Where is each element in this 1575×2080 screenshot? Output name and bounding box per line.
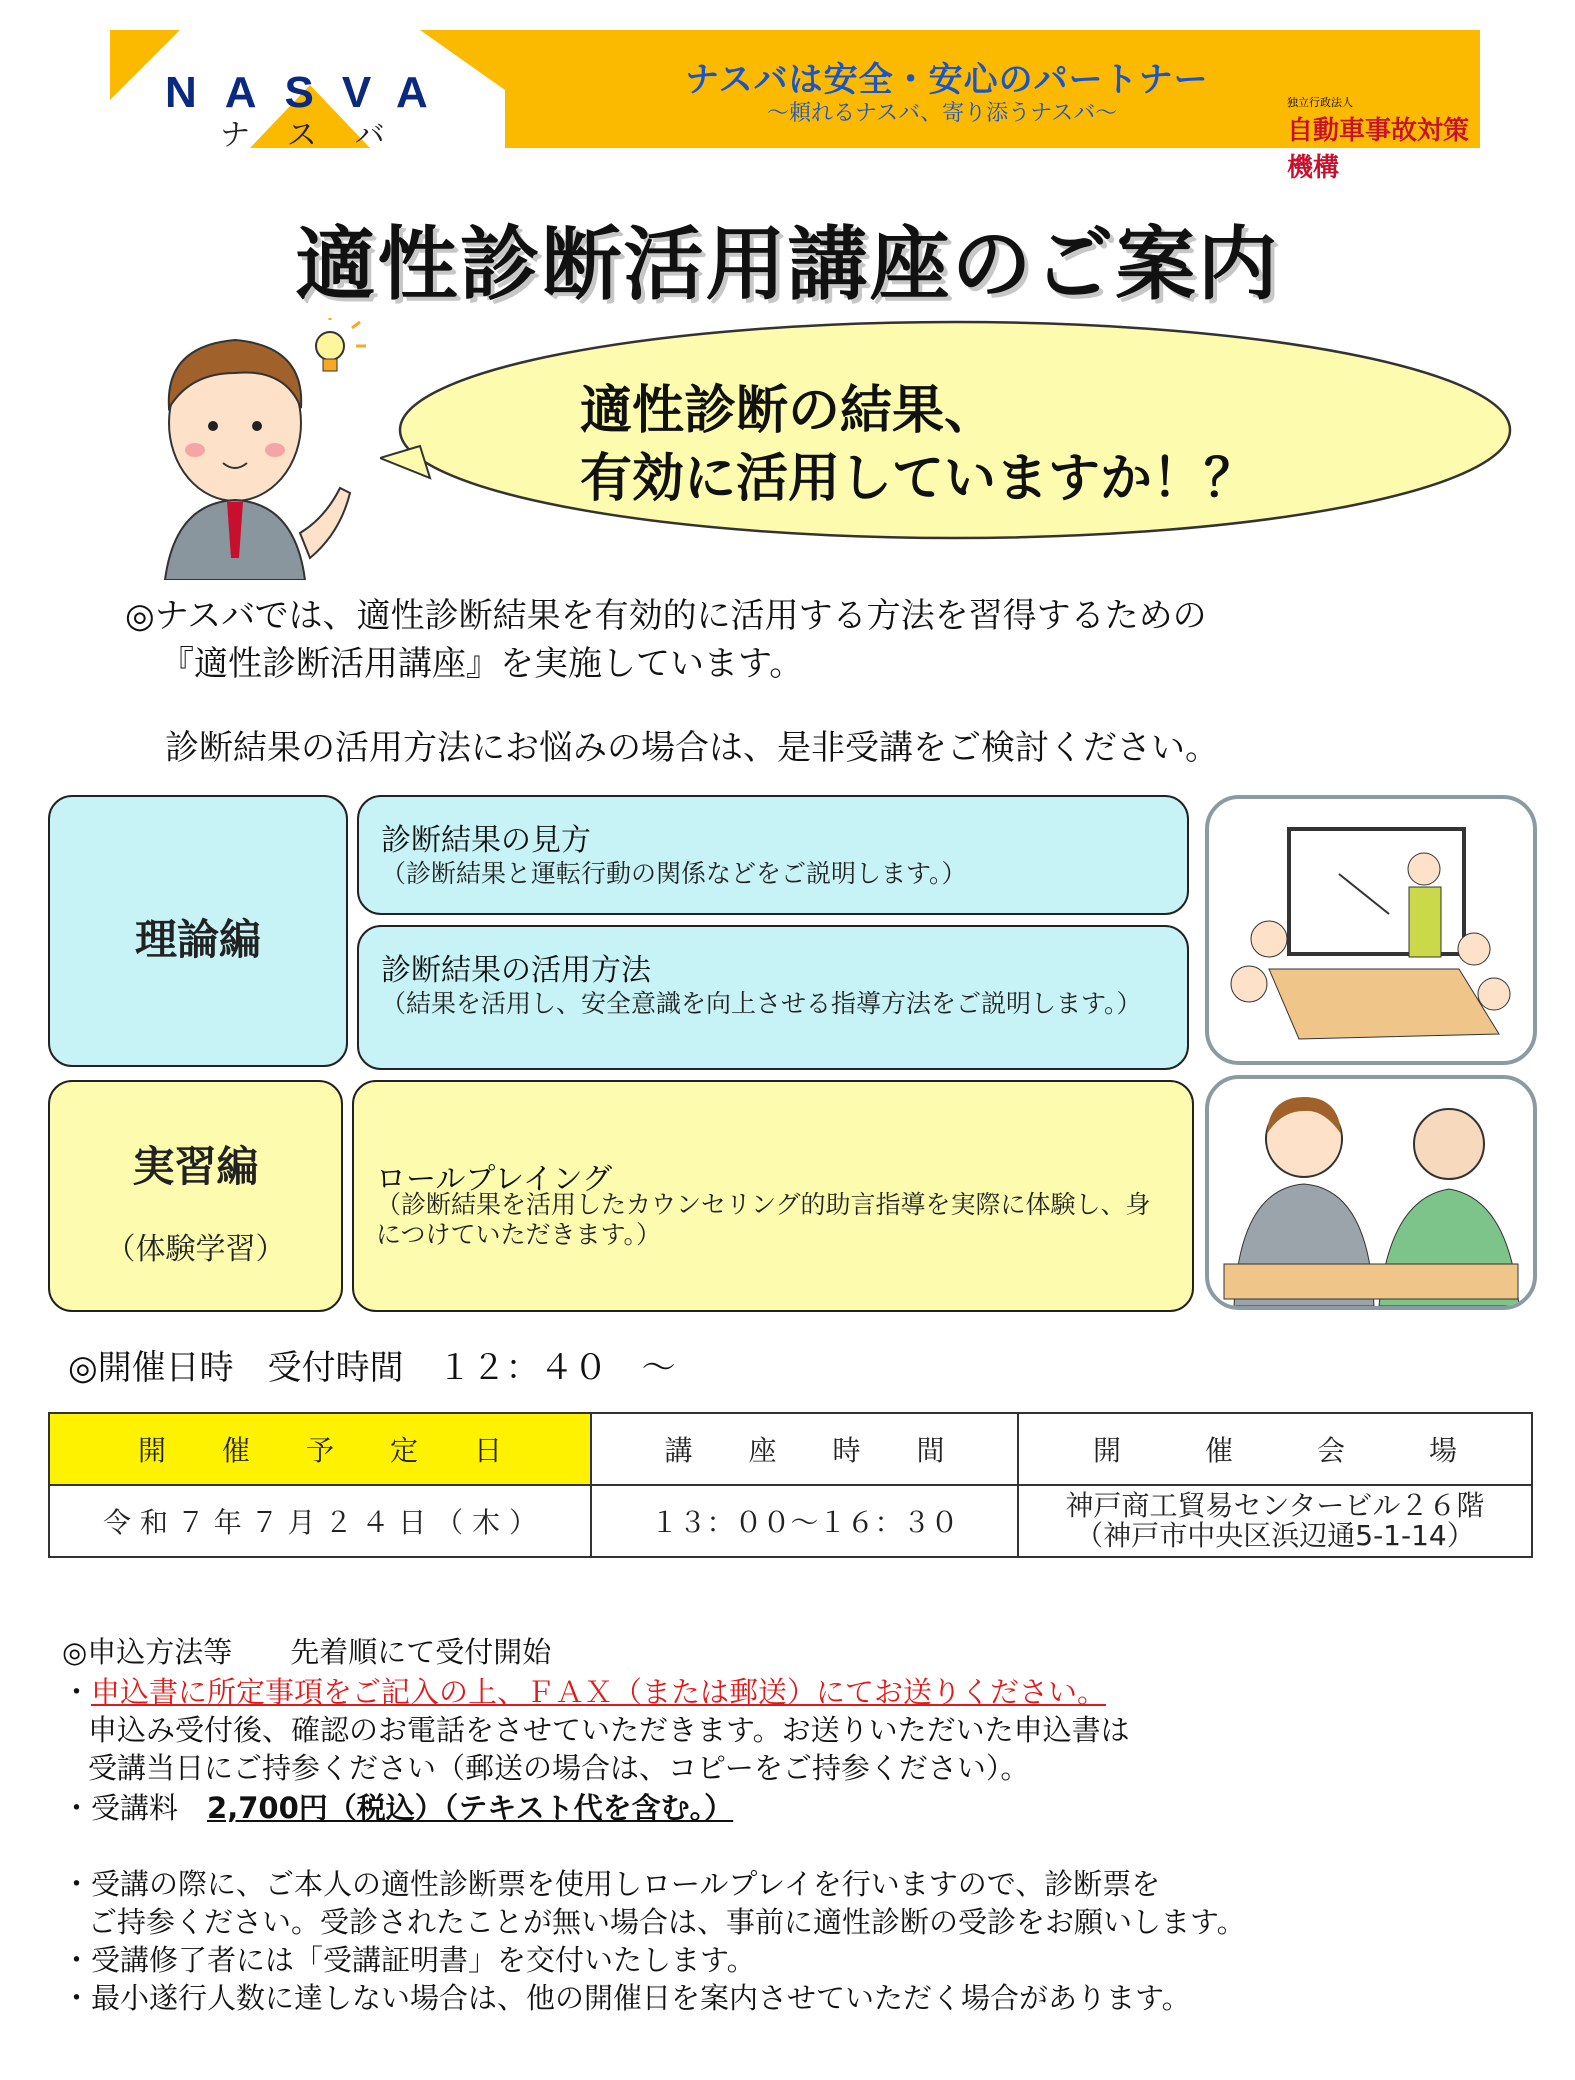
practice-item-1-desc: （診断結果を活用したカウンセリング的助言指導を実際に体験し、身につけていただきます。） (376, 1190, 1151, 1249)
tagline: ナスバは安全・安心のパートナー (685, 60, 1209, 100)
practice-category (48, 1080, 343, 1312)
theory-label: 理論編 (134, 915, 261, 964)
venue-name: 神戸商工貿易センタービル２６階 (1065, 1489, 1485, 1522)
theory-item-2-title: 診断結果の活用方法 (381, 953, 651, 988)
org-type: 独立行政法人 (1287, 96, 1353, 109)
practice-item-1 (352, 1080, 1194, 1312)
intro-line-2: 『適性診断活用講座』を実施しています。 (160, 644, 804, 684)
roleplay-illustration (1205, 1075, 1537, 1310)
fee-value: 2,700円（税込）（テキスト代を含む。） (207, 1791, 734, 1825)
cell-time: １３：００～１６：３０ (591, 1485, 1018, 1557)
note-1b: ご持参ください。受診されたことが無い場合は、事前に適性診断の受診をお願いします。 (88, 1905, 1246, 1939)
practice-label: 実習編 (132, 1142, 259, 1191)
theory-item-1-desc: （診断結果と運転行動の関係などをご説明します。） (381, 859, 967, 888)
apply-red: 申込書に所定事項をご記入の上、ＦＡＸ（または郵送）にてお送りください。 (91, 1675, 1107, 1709)
classroom-illustration (1205, 795, 1537, 1065)
theory-item-1-title: 診断結果の見方 (381, 823, 591, 858)
org-name: 自動車事故対策機構 (1287, 116, 1470, 183)
schedule-table (48, 1412, 1533, 1558)
apply-heading: ◎申込方法等 先着順にて受付開始 (62, 1635, 552, 1669)
fee-line (62, 1786, 733, 1827)
note-1a: ・受講の際に、ご本人の適性診断票を使用しロールプレイを行いますので、診断票を (62, 1867, 1161, 1901)
note-3: ・最小遂行人数に達しない場合は、他の開催日を案内させていただく場合があります。 (62, 1981, 1191, 2015)
speech-bubble (380, 318, 1518, 546)
apply-line-3: 受講当日にご持参ください（郵送の場合は、コピーをご持参ください）。 (88, 1751, 1030, 1785)
header-venue: 開 催 会 場 (1018, 1413, 1532, 1485)
theory-item-1 (357, 795, 1189, 915)
theory-item-2 (357, 925, 1189, 1070)
fee-label: ・受講料 (62, 1791, 208, 1825)
header-date: 開 催 予 定 日 (49, 1413, 591, 1485)
logo-kana: ナスバ (220, 118, 423, 153)
note-2: ・受講修了者には「受講証明書」を交付いたします。 (62, 1943, 756, 1977)
bubble-line-1: 適性診断の結果、 (580, 381, 997, 441)
cell-venue (1018, 1485, 1532, 1557)
classroom-icon (1209, 799, 1533, 1061)
page-title: 適性診断活用講座のご案内 (295, 218, 1280, 311)
tagline-sub: ～頼れるナスバ、寄り添うナスバ～ (767, 101, 1118, 126)
apply-line-2: 申込み受付後、確認のお電話をさせていただきます。お送りいただいた申込書は (88, 1713, 1130, 1747)
schedule-header-row (49, 1413, 1532, 1485)
header-banner (110, 30, 1480, 183)
header-time: 講 座 時 間 (591, 1413, 1018, 1485)
tagline-panel (505, 30, 1480, 183)
bubble-line-2: 有効に活用していますか！？ (580, 449, 1257, 509)
theory-item-2-desc: （結果を活用し、安全意識を向上させる指導方法をご説明します。） (381, 989, 1142, 1018)
lightbulb-icon (300, 318, 370, 393)
table-row (49, 1485, 1532, 1557)
apply-line-1 (62, 1670, 1106, 1711)
theory-category (48, 795, 348, 1067)
practice-sublabel: （体験学習） (105, 1232, 286, 1267)
cell-date: 令 和 ７ 年 ７ 月 ２ ４ 日 （ 木 ） (49, 1485, 591, 1557)
schedule-heading: ◎開催日時 受付時間 １２：４０ ～ (68, 1348, 676, 1388)
venue-address: （神戸市中央区浜辺通5-1-14） (1075, 1519, 1475, 1552)
intro-line-3: 診断結果の活用方法にお悩みの場合は、是非受講をご検討ください。 (165, 728, 1219, 768)
intro-line-1: ◎ナスバでは、適性診断結果を有効的に活用する方法を習得するための (125, 596, 1207, 636)
bullet: ・ (62, 1675, 92, 1709)
logo-letters: NASVA (165, 68, 456, 117)
practice-item-1-title: ロールプレイング (376, 1162, 613, 1197)
roleplay-icon (1209, 1079, 1533, 1306)
logo (110, 30, 505, 153)
